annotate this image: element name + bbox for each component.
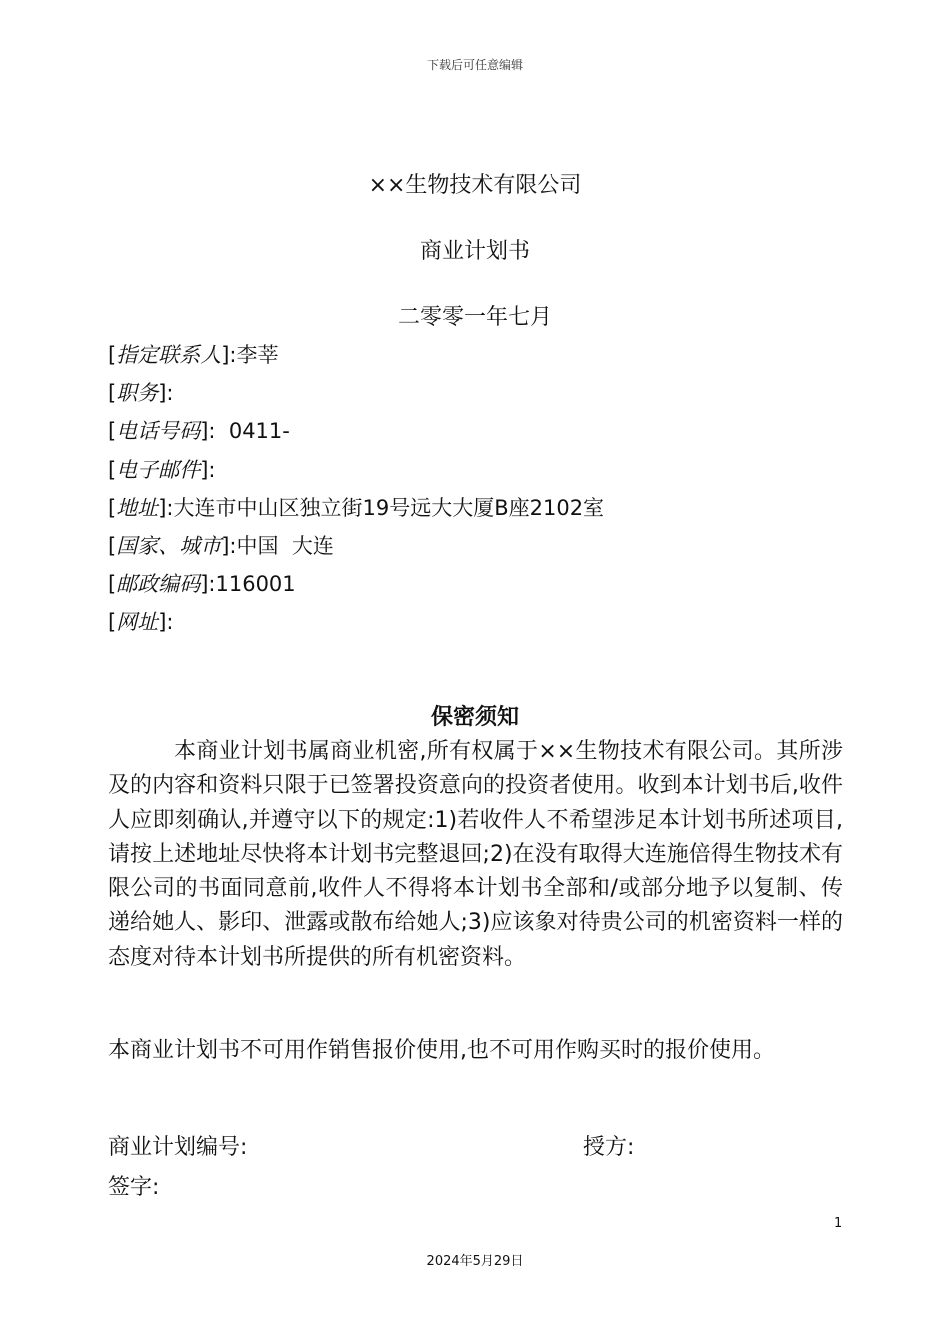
contact-value: :	[208, 457, 216, 482]
confidential-title: 保密须知	[430, 705, 519, 730]
contact-value: :	[166, 610, 174, 635]
company-name: ××生物技术有限公司	[368, 173, 582, 198]
contact-label: 网址	[116, 610, 159, 635]
grantee-label: 授方:	[583, 1135, 635, 1160]
contact-label: 电子邮件	[116, 457, 201, 482]
contact-label: 职务	[116, 381, 159, 406]
document-date: 二零零一年七月	[397, 305, 552, 330]
plan-number-label: 商业计划编号:	[108, 1135, 248, 1160]
contact-label: 地址	[116, 495, 159, 520]
contact-row-address: [地址]:大连市中山区独立街19号远大大厦B座2102室	[108, 495, 605, 520]
contact-value: :	[166, 381, 174, 406]
contact-row-title: [职务]:	[108, 381, 174, 406]
contact-value: :李莘	[229, 343, 279, 367]
contact-value: :大连市中山区独立街19号远大大厦B座2102室	[166, 495, 605, 520]
contact-row-email: [电子邮件]:	[108, 457, 216, 482]
signature-label: 签字:	[108, 1175, 160, 1200]
contact-row-person: [指定联系人]:李莘	[108, 343, 279, 367]
confidential-body: 本商业计划书属商业机密,所有权属于××生物技术有限公司。其所涉及的内容和资料只限于已签署投资意向的投资者使用。收到本计划书后,收件人应即刻确认,并遵守以下的规定:1)若收件人不希望涉足本计划书所述项目,请按上述地址尽快将本计划书完整退回;2)在没有取得大连施倍得生物技术有限公司的书面同意前,收件人不得将本计划书全部和/或部分地予以复制、传递给她人、影印、泄露或散布给她人;3)应该象对待贵公司的机密资料一样的态度对待本计划书所提供的所有机密资料。	[108, 739, 843, 970]
confidential-note: 本商业计划书不可用作销售报价使用,也不可用作购买时的报价使用。	[108, 1038, 775, 1063]
contact-label: 指定联系人	[116, 343, 222, 367]
contact-row-city: [国家、城市]:中国 大连	[108, 533, 334, 558]
contact-row-website: [网址]:	[108, 610, 174, 635]
document-title: 商业计划书	[419, 239, 530, 264]
contact-value: : 0411-	[208, 419, 290, 444]
contact-value: :中国 大连	[229, 533, 334, 558]
contact-label: 邮政编码	[116, 572, 201, 597]
contact-label: 电话号码	[116, 419, 201, 444]
contact-info	[108, 336, 848, 642]
header-note: 下载后可任意编辑	[426, 58, 523, 72]
contact-row-phone: [电话号码]: 0411-	[108, 419, 290, 444]
contact-value: :116001	[208, 572, 296, 597]
contact-label: 国家、城市	[116, 533, 222, 558]
contact-row-postcode: [邮政编码]:116001	[108, 572, 296, 597]
page-number: 1	[834, 1216, 843, 1231]
footer-date: 2024年5月29日	[426, 1254, 524, 1269]
